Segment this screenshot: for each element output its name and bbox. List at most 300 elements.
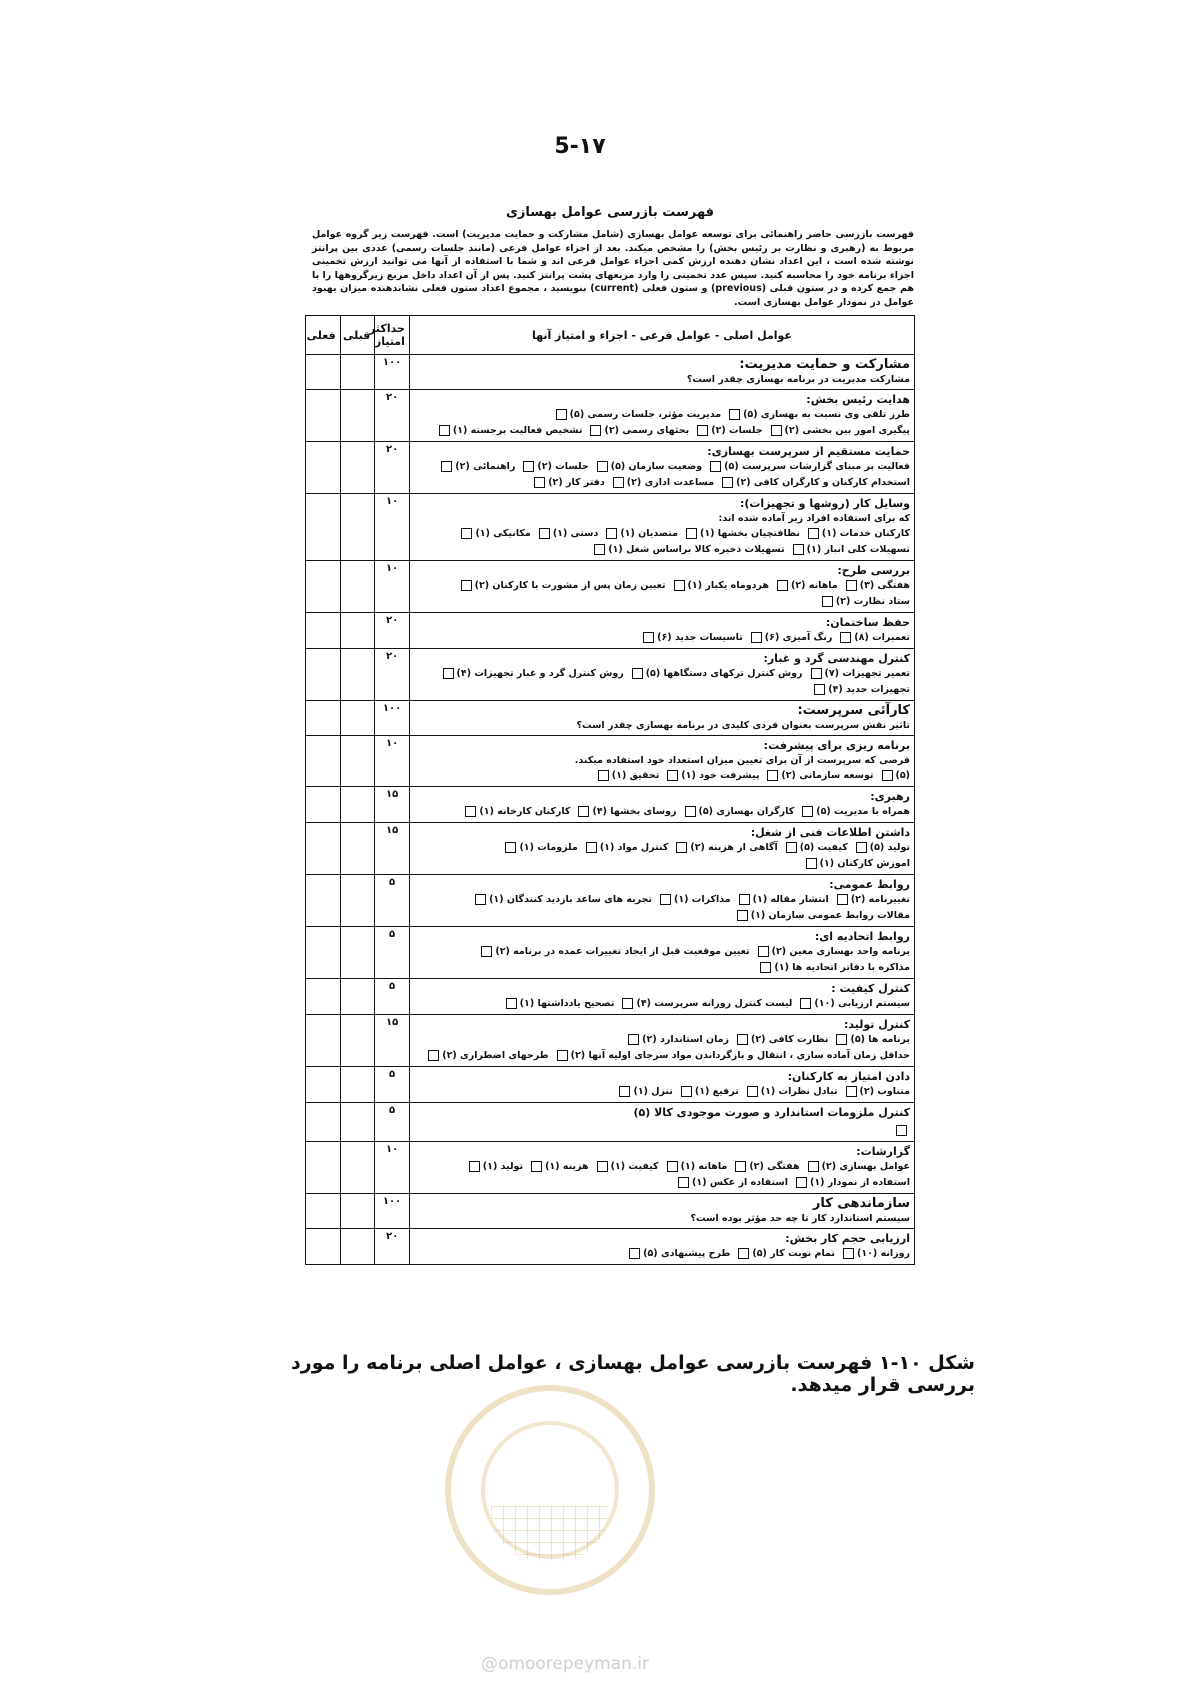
score-checkbox[interactable] [586, 842, 597, 853]
component-label: حداقل زمان آماده سازی ، انتقال و بازگرداندن مواد سرجای اولیه آنها (۲) [570, 1050, 910, 1061]
previous-score-cell[interactable] [340, 649, 375, 701]
component-label: پیگیری امور بین بخشی (۲) [784, 425, 910, 436]
score-checkbox[interactable] [896, 1125, 907, 1136]
component-list [414, 666, 910, 698]
score-checkbox[interactable] [428, 1050, 439, 1061]
component-item [538, 526, 599, 542]
score-checkbox[interactable] [556, 409, 567, 420]
score-checkbox[interactable] [722, 477, 733, 488]
score-checkbox[interactable] [590, 425, 601, 436]
component-item [589, 423, 689, 439]
previous-score-cell[interactable] [340, 927, 375, 979]
component-label: تشخیص فعالیت برجسته (۱) [452, 425, 583, 436]
score-checkbox[interactable] [747, 1086, 758, 1097]
component-label: ترفیع (۱) [694, 1086, 739, 1097]
component-item [666, 768, 759, 784]
previous-score-cell[interactable] [340, 979, 375, 1015]
factor-cell [409, 1067, 914, 1103]
component-label: جلسات (۲) [537, 461, 589, 472]
score-checkbox[interactable] [461, 580, 472, 591]
score-checkbox[interactable] [443, 668, 454, 679]
score-checkbox[interactable] [597, 1161, 608, 1172]
table-row [306, 927, 915, 979]
component-label: تعمیرات (۸) [854, 632, 910, 643]
score-checkbox[interactable] [729, 409, 740, 420]
component-label: تاسیسات جدید (۶) [657, 632, 743, 643]
score-checkbox[interactable] [578, 806, 589, 817]
table-row [306, 1229, 915, 1265]
component-label: مذاکره با دفاتر اتحادیه ها (۱) [774, 962, 910, 973]
factor-description: فرصی که سرپرست از آن برای تعیین میزان استعداد خود استفاده میکند. [574, 755, 910, 766]
score-checkbox[interactable] [758, 946, 769, 957]
score-checkbox[interactable] [814, 684, 825, 695]
score-checkbox[interactable] [531, 1161, 542, 1172]
component-item [738, 892, 829, 908]
score-checkbox[interactable] [843, 1248, 854, 1259]
max-score-cell: ۱۰۰ [375, 1194, 410, 1229]
component-label: کارکنان کارخانه (۱) [479, 806, 571, 817]
current-score-cell[interactable] [306, 613, 341, 649]
table-row [306, 823, 915, 875]
factor-title: داشتن اطلاعات فنی از شغل: [750, 826, 910, 839]
component-item [438, 423, 583, 439]
component-item [881, 768, 911, 784]
max-score-cell: ۱۰ [375, 561, 410, 613]
score-checkbox[interactable] [475, 894, 486, 905]
max-score-cell: ۵ [375, 927, 410, 979]
component-label: مقالات روابط عمومی سازمان (۱) [750, 910, 910, 921]
score-checkbox[interactable] [598, 770, 609, 781]
table-row [306, 649, 915, 701]
component-label: ماهانه (۲) [791, 580, 838, 591]
header-factor: عوامل اصلی - عوامل فرعی - اجزاء و امتیاز آنها [409, 316, 914, 355]
previous-score-cell[interactable] [340, 355, 375, 390]
watermark-site: @omoorepeyman.ir [480, 1654, 650, 1674]
score-checkbox[interactable] [619, 1086, 630, 1097]
score-checkbox[interactable] [685, 806, 696, 817]
component-label: تسهیلات ذخیره کالا براساس شغل (۱) [608, 544, 785, 555]
component-item [835, 1032, 910, 1048]
table-row [306, 1103, 915, 1142]
component-item [659, 892, 731, 908]
component-item [746, 1084, 838, 1100]
factor-cell [409, 442, 914, 494]
component-label: مکانیکی (۱) [475, 528, 531, 539]
previous-score-cell[interactable] [340, 1194, 375, 1229]
component-item [680, 1084, 739, 1100]
component-label: متصدیان (۱) [620, 528, 678, 539]
max-score-cell: ۱۰ [375, 494, 410, 561]
score-checkbox[interactable] [786, 842, 797, 853]
component-item [468, 1159, 523, 1175]
header-previous: قبلی [340, 316, 375, 355]
component-label: وضعیت سازمان (۵) [610, 461, 703, 472]
score-checkbox[interactable] [534, 477, 545, 488]
factor-description: سیستم استاندارد کار تا چه حد مؤثر بوده است؟ [690, 1213, 910, 1224]
component-item [460, 526, 530, 542]
max-score-cell: ۱۰ [375, 1142, 410, 1194]
score-checkbox[interactable] [481, 946, 492, 957]
factor-title: کنترل مهندسی گرد و غبار: [763, 652, 910, 665]
score-checkbox[interactable] [777, 580, 788, 591]
score-checkbox[interactable] [539, 528, 550, 539]
previous-score-cell[interactable] [340, 1103, 375, 1142]
component-list [414, 1084, 910, 1100]
component-label: تجربه های ساعد بازدید کنندگان (۱) [489, 894, 652, 905]
score-checkbox[interactable] [613, 477, 624, 488]
score-checkbox[interactable] [643, 632, 654, 643]
factor-cell [409, 1103, 914, 1142]
component-label: زمان استاندارد (۲) [642, 1034, 730, 1045]
score-checkbox[interactable] [808, 528, 819, 539]
component-label: دفتر کار (۲) [548, 477, 605, 488]
score-checkbox[interactable] [523, 461, 534, 472]
factor-cell [409, 787, 914, 823]
component-item [642, 630, 743, 646]
score-checkbox[interactable] [461, 528, 472, 539]
previous-score-cell[interactable] [340, 1229, 375, 1265]
max-score-cell: ۱۵ [375, 1015, 410, 1067]
factor-title: روابط اتحادیه ای: [814, 930, 910, 943]
component-label: کارکنان خدمات (۱) [821, 528, 910, 539]
table-row [306, 701, 915, 736]
current-score-cell[interactable] [306, 1142, 341, 1194]
component-item [585, 840, 669, 856]
max-score-cell: ۲۰ [375, 613, 410, 649]
score-checkbox[interactable] [771, 425, 782, 436]
component-item [813, 682, 910, 698]
score-checkbox[interactable] [738, 1248, 749, 1259]
score-checkbox[interactable] [836, 1034, 847, 1045]
component-label: فعالیت بر مبنای گزارشات سرپرست (۵) [724, 461, 910, 472]
score-checkbox[interactable] [678, 1177, 689, 1188]
component-item [593, 542, 784, 558]
component-item [673, 578, 769, 594]
score-checkbox[interactable] [622, 998, 633, 1009]
score-checkbox[interactable] [856, 842, 867, 853]
previous-score-cell[interactable] [340, 875, 375, 927]
score-checkbox[interactable] [802, 806, 813, 817]
header-max-score: حداکثر امتیاز [375, 316, 410, 355]
previous-score-cell[interactable] [340, 736, 375, 787]
component-label: ملزومات (۱) [519, 842, 578, 853]
previous-score-cell[interactable] [340, 613, 375, 649]
component-item [556, 1048, 910, 1064]
component-label: دستی (۱) [552, 528, 599, 539]
component-label: هفتگی (۳) [859, 580, 910, 591]
component-label: همراه با مدیریت (۵) [816, 806, 910, 817]
component-item [766, 768, 873, 784]
score-checkbox[interactable] [737, 1034, 748, 1045]
score-checkbox[interactable] [441, 461, 452, 472]
component-list [414, 840, 910, 872]
score-checkbox[interactable] [594, 544, 605, 555]
component-item [709, 459, 910, 475]
component-item [685, 526, 800, 542]
component-label: عوامل بهسازی (۲) [821, 1161, 910, 1172]
score-checkbox[interactable] [557, 1050, 568, 1061]
score-checkbox[interactable] [806, 858, 817, 869]
component-item [596, 459, 702, 475]
current-score-cell[interactable] [306, 1194, 341, 1229]
max-score-cell: ۱۵ [375, 823, 410, 875]
current-score-cell[interactable] [306, 787, 341, 823]
component-item [821, 594, 910, 610]
factor-title: ارزیابی حجم کار بخش: [785, 1232, 910, 1245]
score-checkbox[interactable] [882, 770, 893, 781]
factor-cell [409, 561, 914, 613]
score-checkbox[interactable] [767, 770, 778, 781]
component-label: روش کنترل گرد و غبار تجهیزات (۴) [456, 668, 624, 679]
score-checkbox[interactable] [465, 806, 476, 817]
component-label: راهنمائی (۲) [455, 461, 516, 472]
component-item [807, 1159, 910, 1175]
score-checkbox[interactable] [737, 910, 748, 921]
component-label: کیفیت (۱) [610, 1161, 659, 1172]
current-score-cell[interactable] [306, 1229, 341, 1265]
factor-cell [409, 494, 914, 561]
component-item [427, 1048, 548, 1064]
component-label: پیشرفت خود (۱) [681, 770, 760, 781]
component-item [605, 526, 678, 542]
component-item [737, 1246, 835, 1262]
max-score-cell: ۵ [375, 1067, 410, 1103]
component-list [414, 1159, 910, 1191]
component-label: مذاکرات (۱) [674, 894, 731, 905]
component-list [414, 892, 910, 924]
component-item [442, 666, 624, 682]
current-score-cell[interactable] [306, 979, 341, 1015]
component-label: استفاده از عکس (۱) [692, 1177, 788, 1188]
component-item [440, 459, 515, 475]
figure-caption: شکل ۱۰-۱ فهرست بازرسی عوامل بهسازی ، عوامل اصلی برنامه را مورد بررسی قرار میدهد. [291, 1352, 975, 1396]
score-checkbox[interactable] [697, 425, 708, 436]
component-list [414, 1246, 910, 1262]
component-list [414, 804, 910, 820]
max-score-cell: ۲۰ [375, 649, 410, 701]
component-label: هفتگی (۲) [749, 1161, 800, 1172]
current-score-cell[interactable] [306, 823, 341, 875]
factor-title: گزارشات: [856, 1145, 910, 1158]
component-item [628, 1246, 730, 1262]
score-checkbox[interactable] [796, 1177, 807, 1188]
score-checkbox[interactable] [439, 425, 450, 436]
score-checkbox[interactable] [739, 894, 750, 905]
previous-score-cell[interactable] [340, 823, 375, 875]
max-score-cell: ۲۰ [375, 442, 410, 494]
score-checkbox[interactable] [632, 668, 643, 679]
score-checkbox[interactable] [505, 842, 516, 853]
score-checkbox[interactable] [674, 580, 685, 591]
current-score-cell[interactable] [306, 927, 341, 979]
score-checkbox[interactable] [597, 461, 608, 472]
table-row [306, 736, 915, 787]
component-item [770, 423, 910, 439]
score-checkbox[interactable] [808, 1161, 819, 1172]
previous-score-cell[interactable] [340, 787, 375, 823]
factor-cell [409, 1142, 914, 1194]
factor-title: حفظ ساختمان: [825, 616, 910, 629]
factor-cell [409, 701, 914, 736]
factor-description: مشارکت مدیریت در برنامه بهسازی چقدر است؟ [686, 374, 910, 385]
previous-score-cell[interactable] [340, 1067, 375, 1103]
header-current: فعلی [306, 316, 341, 355]
factor-cell [409, 390, 914, 442]
previous-score-cell[interactable] [340, 1142, 375, 1194]
component-label: تجهیزات جدید (۴) [828, 684, 910, 695]
component-item [785, 840, 848, 856]
previous-score-cell[interactable] [340, 390, 375, 442]
factor-title: کارآئی سرپرست: [797, 703, 910, 718]
score-checkbox[interactable] [760, 962, 771, 973]
max-score-cell: ۲۰ [375, 1229, 410, 1265]
component-label: انتشار مقاله (۱) [752, 894, 829, 905]
max-score-cell: ۱۰ [375, 736, 410, 787]
component-label: ستاد نظارت (۲) [835, 596, 910, 607]
score-checkbox[interactable] [846, 580, 857, 591]
component-item [596, 1159, 659, 1175]
score-checkbox[interactable] [800, 998, 811, 1009]
component-item [845, 578, 910, 594]
component-item [505, 996, 615, 1012]
component-item [855, 840, 910, 856]
component-label: کنترل مواد (۱) [599, 842, 669, 853]
score-checkbox[interactable] [629, 1248, 640, 1259]
factor-title: کنترل تولید: [844, 1018, 910, 1031]
component-item [757, 944, 910, 960]
component-label: تعیین زمان پس از مشورت با کارکنان (۲) [474, 580, 666, 591]
component-item [839, 630, 910, 646]
score-checkbox[interactable] [469, 1161, 480, 1172]
score-checkbox[interactable] [628, 1034, 639, 1045]
checklist-table [305, 315, 915, 1265]
current-score-cell[interactable] [306, 875, 341, 927]
factor-title: رهبری: [870, 790, 910, 803]
score-checkbox[interactable] [506, 998, 517, 1009]
component-item [810, 666, 910, 682]
component-item [612, 475, 714, 491]
component-label: تسهیلات کلی انبار (۱) [806, 544, 910, 555]
current-score-cell[interactable] [306, 390, 341, 442]
component-item [721, 475, 910, 491]
factor-cell [409, 979, 914, 1015]
current-score-cell[interactable] [306, 442, 341, 494]
component-item [750, 630, 833, 646]
score-checkbox[interactable] [676, 842, 687, 853]
component-item [845, 1084, 910, 1100]
current-score-cell[interactable] [306, 1067, 341, 1103]
component-list [414, 630, 910, 646]
current-score-cell[interactable] [306, 736, 341, 787]
component-list [414, 459, 910, 491]
score-checkbox[interactable] [710, 461, 721, 472]
component-item [666, 1159, 728, 1175]
table-row [306, 1194, 915, 1229]
score-checkbox[interactable] [686, 528, 697, 539]
current-score-cell[interactable] [306, 1015, 341, 1067]
previous-score-cell[interactable] [340, 1015, 375, 1067]
previous-score-cell[interactable] [340, 561, 375, 613]
score-checkbox[interactable] [681, 1086, 692, 1097]
component-item [480, 944, 749, 960]
table-row [306, 355, 915, 390]
component-item [460, 578, 666, 594]
max-score-cell: ۵ [375, 1103, 410, 1142]
component-item [464, 804, 570, 820]
component-item [759, 960, 910, 976]
component-label: تعیین موقعیت قبل از ایجاد تغییرات عمده در برنامه (۲) [495, 946, 750, 957]
score-checkbox[interactable] [840, 632, 851, 643]
current-score-cell[interactable] [306, 1103, 341, 1142]
table-row [306, 494, 915, 561]
factor-cell [409, 1194, 914, 1229]
current-score-cell[interactable] [306, 701, 341, 736]
component-item [805, 856, 910, 872]
component-label: لیست کنترل روزانه سرپرست (۴) [636, 998, 793, 1009]
current-score-cell[interactable] [306, 355, 341, 390]
component-label: ماهانه (۱) [680, 1161, 728, 1172]
component-item [736, 908, 910, 924]
component-label: هردوماه یکبار (۱) [687, 580, 769, 591]
previous-score-cell[interactable] [340, 701, 375, 736]
component-label: متناوب (۲) [859, 1086, 910, 1097]
component-label: روزانه (۱۰) [856, 1248, 910, 1259]
table-row [306, 613, 915, 649]
score-checkbox[interactable] [751, 632, 762, 643]
current-score-cell[interactable] [306, 494, 341, 561]
score-checkbox[interactable] [811, 668, 822, 679]
max-score-cell: ۵ [375, 875, 410, 927]
component-label: تولید (۵) [869, 842, 910, 853]
current-score-cell[interactable] [306, 649, 341, 701]
component-item [618, 1084, 672, 1100]
score-checkbox[interactable] [846, 1086, 857, 1097]
component-item [504, 840, 577, 856]
component-list [414, 526, 910, 558]
component-item [621, 996, 792, 1012]
score-checkbox[interactable] [667, 1161, 678, 1172]
component-item [530, 1159, 589, 1175]
table-row [306, 1067, 915, 1103]
score-checkbox[interactable] [793, 544, 804, 555]
component-label: توسعه سازمانی (۲) [781, 770, 874, 781]
table-row [306, 561, 915, 613]
factor-title: کنترل کیفیت : [831, 982, 910, 995]
component-list [414, 407, 910, 439]
score-checkbox[interactable] [660, 894, 671, 905]
previous-score-cell[interactable] [340, 442, 375, 494]
component-label: کارگران بهسازی (۵) [698, 806, 795, 817]
score-checkbox[interactable] [837, 894, 848, 905]
factor-description: تاثیر نقش سرپرست بعنوان فردی کلیدی در برنامه بهسازی چقدر است؟ [576, 720, 910, 731]
score-checkbox[interactable] [667, 770, 678, 781]
score-checkbox[interactable] [606, 528, 617, 539]
factor-cell [409, 1015, 914, 1067]
component-label: هزینه (۱) [545, 1161, 589, 1172]
factor-cell [409, 1229, 914, 1265]
component-item [807, 526, 910, 542]
component-label: تصحیح یادداشتها (۱) [519, 998, 615, 1009]
current-score-cell[interactable] [306, 561, 341, 613]
factor-title: کنترل ملزومات استاندارد و صورت موجودی کالا (۵) [633, 1106, 910, 1119]
score-checkbox[interactable] [735, 1161, 746, 1172]
component-label: تحقیق (۱) [611, 770, 660, 781]
score-checkbox[interactable] [822, 596, 833, 607]
previous-score-cell[interactable] [340, 494, 375, 561]
component-item [799, 996, 910, 1012]
factor-title: وسایل کار (روشها و تجهیزات): [739, 497, 910, 510]
factor-title: حمایت مستقیم از سرپرست بهسازی: [707, 445, 910, 458]
